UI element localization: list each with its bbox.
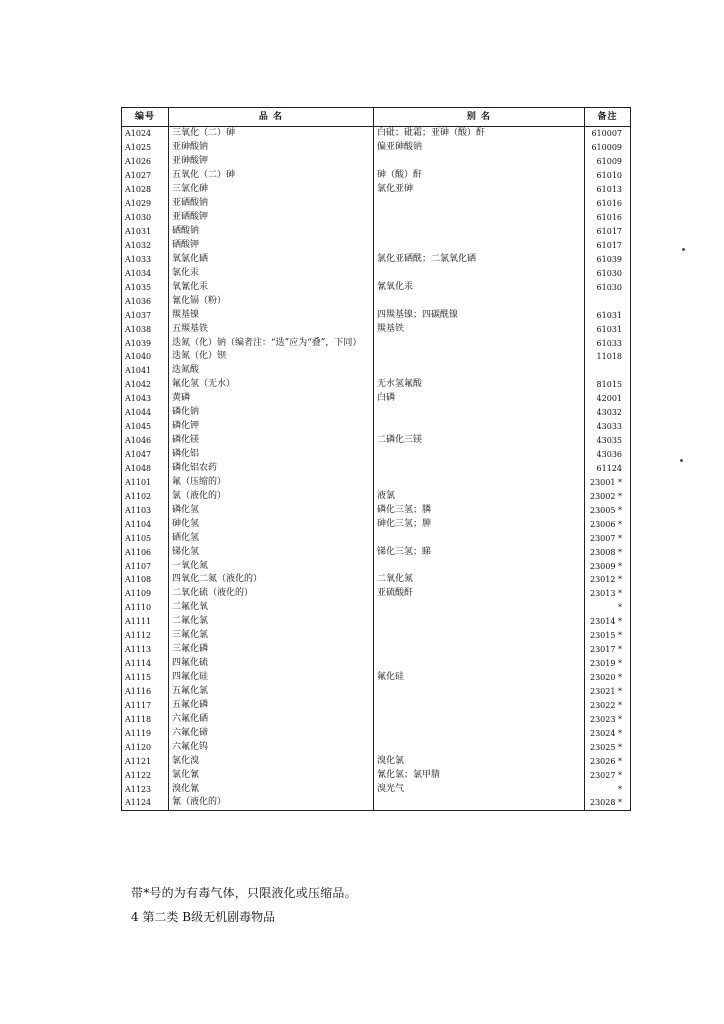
cell-note: *: [585, 782, 631, 796]
cell-code: A1038: [122, 322, 169, 336]
cell-alias: [374, 475, 585, 489]
table-row: [122, 252, 631, 266]
table-row: [122, 197, 631, 211]
cell-note: 23009 *: [585, 559, 631, 573]
cell-name: 五氟化氯: [169, 685, 374, 699]
cell-code: A1120: [122, 740, 169, 754]
cell-code: A1045: [122, 420, 169, 434]
cell-alias: [374, 294, 585, 308]
cell-alias: 亚硫酸酐: [374, 587, 585, 601]
cell-note: 23006 *: [585, 517, 631, 531]
cell-note: 23020 *: [585, 671, 631, 685]
footer-note: 带*号的为有毒气体，只限液化或压缩品。: [131, 886, 357, 900]
cell-note: 23012 *: [585, 573, 631, 587]
cell-code: A1028: [122, 183, 169, 197]
cell-name: 二氧化硫（液化的）: [169, 587, 374, 601]
cell-alias: [374, 657, 585, 671]
cell-alias: 羰基铁: [374, 322, 585, 336]
cell-code: A1033: [122, 252, 169, 266]
cell-code: A1024: [122, 127, 169, 141]
scan-speck: [682, 248, 685, 251]
cell-code: A1037: [122, 308, 169, 322]
cell-note: 61039: [585, 252, 631, 266]
cell-code: A1041: [122, 364, 169, 378]
table-row: [122, 392, 631, 406]
table-row: [122, 796, 631, 810]
cell-alias: 磷化三氢；膦: [374, 503, 585, 517]
cell-note: 23022 *: [585, 698, 631, 712]
cell-note: 23001 *: [585, 475, 631, 489]
table-row: [122, 169, 631, 183]
cell-name: 氰（液化的）: [169, 796, 374, 810]
cell-code: A1124: [122, 796, 169, 810]
cell-note: 23027 *: [585, 768, 631, 782]
cell-name: 锑化氢: [169, 545, 374, 559]
table-row: [122, 127, 631, 141]
table-row: [122, 545, 631, 559]
table-row: [122, 726, 631, 740]
cell-note: 610007: [585, 127, 631, 141]
cell-code: A1030: [122, 211, 169, 225]
cell-name: 氧氯化硒: [169, 252, 374, 266]
cell-alias: 四羰基镍；四碳酰镍: [374, 308, 585, 322]
table-header-row: [122, 108, 631, 127]
cell-code: A1025: [122, 141, 169, 155]
cell-alias: [374, 462, 585, 476]
section-title: 4 第二类 B级无机剧毒物品: [131, 910, 276, 924]
cell-name: 迭氮（化）钡: [169, 350, 374, 364]
cell-name: 三氯化砷: [169, 183, 374, 197]
cell-note: 11018: [585, 350, 631, 364]
cell-name: 六氟化硒: [169, 712, 374, 726]
cell-code: A1047: [122, 448, 169, 462]
cell-alias: [374, 559, 585, 573]
cell-name: 四氟化硫: [169, 657, 374, 671]
cell-note: 61124: [585, 462, 631, 476]
cell-note: 610009: [585, 141, 631, 155]
cell-note: 61017: [585, 239, 631, 253]
cell-code: A1107: [122, 559, 169, 573]
cell-note: 43032: [585, 406, 631, 420]
cell-note: 23008 *: [585, 545, 631, 559]
cell-note: 43035: [585, 434, 631, 448]
cell-alias: [374, 601, 585, 615]
cell-name: 羰基镍: [169, 308, 374, 322]
cell-note: 23021 *: [585, 685, 631, 699]
cell-name: 二氟化氯: [169, 615, 374, 629]
table-row: [122, 698, 631, 712]
cell-alias: [374, 643, 585, 657]
cell-alias: [374, 420, 585, 434]
cell-name: 磷化钾: [169, 420, 374, 434]
cell-code: A1026: [122, 155, 169, 169]
cell-name: 三氧化（二）砷: [169, 127, 374, 141]
cell-note: *: [585, 601, 631, 615]
table-row: [122, 448, 631, 462]
table-row: [122, 225, 631, 239]
cell-code: A1101: [122, 475, 169, 489]
cell-alias: [374, 615, 585, 629]
table-row: [122, 754, 631, 768]
cell-note: 61030: [585, 280, 631, 294]
cell-code: A1044: [122, 406, 169, 420]
cell-code: A1116: [122, 685, 169, 699]
table-row: [122, 294, 631, 308]
cell-alias: [374, 406, 585, 420]
cell-alias: 白磷: [374, 392, 585, 406]
cell-name: 硒酸钠: [169, 225, 374, 239]
cell-code: A1035: [122, 280, 169, 294]
table-row: [122, 322, 631, 336]
cell-note: 23017 *: [585, 643, 631, 657]
cell-alias: 白砒；砒霜；亚砷（酸）酐: [374, 127, 585, 141]
cell-name: 氯（液化的）: [169, 489, 374, 503]
cell-name: 迭氮酸: [169, 364, 374, 378]
table-row: [122, 629, 631, 643]
cell-code: A1034: [122, 266, 169, 280]
cell-alias: 无水氢氟酸: [374, 378, 585, 392]
table-row: [122, 489, 631, 503]
cell-name: 氯化汞: [169, 266, 374, 280]
cell-code: A1029: [122, 197, 169, 211]
table-row: [122, 336, 631, 350]
cell-code: A1036: [122, 294, 169, 308]
cell-alias: [374, 364, 585, 378]
cell-note: 61031: [585, 322, 631, 336]
cell-code: A1106: [122, 545, 169, 559]
cell-note: 61030: [585, 266, 631, 280]
cell-name: 磷化氢: [169, 503, 374, 517]
cell-code: A1042: [122, 378, 169, 392]
table-body: [122, 127, 631, 811]
cell-note: 43033: [585, 420, 631, 434]
table-row: [122, 211, 631, 225]
cell-code: A1122: [122, 768, 169, 782]
cell-code: A1114: [122, 657, 169, 671]
cell-name: 磷化铝农药: [169, 462, 374, 476]
table-row: [122, 531, 631, 545]
cell-alias: 偏亚砷酸钠: [374, 141, 585, 155]
table-row: [122, 308, 631, 322]
cell-alias: 氯化亚硒酰；二氯氧化硒: [374, 252, 585, 266]
table-row: [122, 615, 631, 629]
table-row: [122, 517, 631, 531]
cell-alias: [374, 336, 585, 350]
cell-code: A1043: [122, 392, 169, 406]
cell-code: A1119: [122, 726, 169, 740]
table-row: [122, 406, 631, 420]
cell-alias: 氰氧化汞: [374, 280, 585, 294]
table-row: [122, 643, 631, 657]
cell-name: 磷化铝: [169, 448, 374, 462]
cell-name: 一氧化氮: [169, 559, 374, 573]
cell-name: 迭氮（化）钠（编者注：“迭”应为“叠”，下同）: [169, 336, 374, 350]
cell-alias: [374, 155, 585, 169]
cell-code: A1115: [122, 671, 169, 685]
table-row: [122, 350, 631, 364]
cell-alias: [374, 350, 585, 364]
cell-name: 氯化氰: [169, 768, 374, 782]
table-row: [122, 266, 631, 280]
table-row: [122, 364, 631, 378]
cell-alias: [374, 685, 585, 699]
table-row: [122, 141, 631, 155]
table-row: [122, 462, 631, 476]
cell-name: 五羰基铁: [169, 322, 374, 336]
cell-note: 23014 *: [585, 615, 631, 629]
cell-alias: [374, 211, 585, 225]
table-row: [122, 657, 631, 671]
cell-note: 23015 *: [585, 629, 631, 643]
cell-alias: 氟化硅: [374, 671, 585, 685]
table-row: [122, 671, 631, 685]
cell-name: 黄磷: [169, 392, 374, 406]
cell-name: 二氟化氧: [169, 601, 374, 615]
cell-alias: [374, 740, 585, 754]
cell-alias: [374, 698, 585, 712]
cell-note: [585, 364, 631, 378]
cell-alias: [374, 225, 585, 239]
cell-name: 六氟化碲: [169, 726, 374, 740]
cell-note: 61009: [585, 155, 631, 169]
scan-speck: [680, 459, 683, 462]
cell-alias: [374, 266, 585, 280]
table-row: [122, 740, 631, 754]
cell-alias: [374, 239, 585, 253]
cell-note: 61016: [585, 197, 631, 211]
cell-code: A1112: [122, 629, 169, 643]
cell-alias: 溴光气: [374, 782, 585, 796]
table-row: [122, 280, 631, 294]
cell-name: 四氧化二氮（液化的）: [169, 573, 374, 587]
cell-note: 61017: [585, 225, 631, 239]
cell-alias: [374, 629, 585, 643]
cell-note: 23013 *: [585, 587, 631, 601]
cell-alias: [374, 448, 585, 462]
table-row: [122, 573, 631, 587]
cell-name: 氟化氢（无水）: [169, 378, 374, 392]
cell-name: 亚硒酸钠: [169, 197, 374, 211]
chemical-list-table: [121, 107, 631, 811]
cell-name: 氰化镉（粉）: [169, 294, 374, 308]
cell-name: 亚硒酸钾: [169, 211, 374, 225]
cell-alias: 砷（酸）酐: [374, 169, 585, 183]
table-row: [122, 587, 631, 601]
cell-alias: 液氯: [374, 489, 585, 503]
cell-name: 五氧化（二）砷: [169, 169, 374, 183]
cell-name: 硒化氢: [169, 531, 374, 545]
cell-name: 氧氰化汞: [169, 280, 374, 294]
table-row: [122, 378, 631, 392]
cell-note: 42001: [585, 392, 631, 406]
cell-code: A1040: [122, 350, 169, 364]
cell-code: A1048: [122, 462, 169, 476]
cell-code: A1102: [122, 489, 169, 503]
cell-alias: 氰化氯；氯甲腈: [374, 768, 585, 782]
table-row: [122, 768, 631, 782]
cell-code: A1110: [122, 601, 169, 615]
cell-note: 23028 *: [585, 796, 631, 810]
cell-alias: 溴化氯: [374, 754, 585, 768]
table-row: [122, 712, 631, 726]
table-row: [122, 475, 631, 489]
cell-name: 溴化氰: [169, 782, 374, 796]
cell-note: 81015: [585, 378, 631, 392]
table-row: [122, 239, 631, 253]
cell-name: 磷化钠: [169, 406, 374, 420]
table-row: [122, 503, 631, 517]
cell-note: 61013: [585, 183, 631, 197]
cell-alias: [374, 197, 585, 211]
cell-note: 61033: [585, 336, 631, 350]
cell-code: A1108: [122, 573, 169, 587]
cell-name: 亚砷酸钠: [169, 141, 374, 155]
cell-alias: [374, 726, 585, 740]
cell-name: 五氟化磷: [169, 698, 374, 712]
cell-note: 23005 *: [585, 503, 631, 517]
cell-name: 硒酸钾: [169, 239, 374, 253]
cell-name: 氟（压缩的）: [169, 475, 374, 489]
cell-note: 23023 *: [585, 712, 631, 726]
cell-code: A1121: [122, 754, 169, 768]
header-alias: 别 名: [374, 108, 585, 127]
cell-note: 23019 *: [585, 657, 631, 671]
cell-code: A1105: [122, 531, 169, 545]
header-name: 品 名: [169, 108, 374, 127]
cell-name: 亚砷酸钾: [169, 155, 374, 169]
cell-alias: [374, 531, 585, 545]
header-note: 备注: [585, 108, 631, 127]
cell-code: A1032: [122, 239, 169, 253]
cell-code: A1109: [122, 587, 169, 601]
table-row: [122, 434, 631, 448]
cell-alias: 二磷化三镁: [374, 434, 585, 448]
cell-name: 磷化镁: [169, 434, 374, 448]
cell-alias: 砷化三氢；胂: [374, 517, 585, 531]
cell-code: A1118: [122, 712, 169, 726]
cell-code: A1103: [122, 503, 169, 517]
cell-note: [585, 294, 631, 308]
table-row: [122, 559, 631, 573]
cell-note: 23026 *: [585, 754, 631, 768]
table-row: [122, 601, 631, 615]
cell-note: 61010: [585, 169, 631, 183]
cell-code: A1117: [122, 698, 169, 712]
cell-name: 三氟化磷: [169, 643, 374, 657]
cell-note: 23025 *: [585, 740, 631, 754]
cell-name: 氯化溴: [169, 754, 374, 768]
cell-code: A1039: [122, 336, 169, 350]
header-code: 编号: [122, 108, 169, 127]
cell-name: 砷化氢: [169, 517, 374, 531]
cell-code: A1123: [122, 782, 169, 796]
cell-alias: 二氧化氮: [374, 573, 585, 587]
cell-note: 23007 *: [585, 531, 631, 545]
cell-alias: 氯化亚砷: [374, 183, 585, 197]
cell-alias: [374, 712, 585, 726]
cell-note: 23002 *: [585, 489, 631, 503]
table-row: [122, 183, 631, 197]
table-row: [122, 420, 631, 434]
cell-name: 三氟化氯: [169, 629, 374, 643]
cell-code: A1111: [122, 615, 169, 629]
cell-note: 61016: [585, 211, 631, 225]
table-row: [122, 782, 631, 796]
table-row: [122, 685, 631, 699]
cell-name: 六氟化钨: [169, 740, 374, 754]
table-row: [122, 155, 631, 169]
cell-note: 23024 *: [585, 726, 631, 740]
cell-code: A1027: [122, 169, 169, 183]
cell-alias: 锑化三氢；睇: [374, 545, 585, 559]
cell-code: A1046: [122, 434, 169, 448]
cell-alias: [374, 796, 585, 810]
cell-code: A1113: [122, 643, 169, 657]
cell-name: 四氟化硅: [169, 671, 374, 685]
cell-code: A1104: [122, 517, 169, 531]
cell-note: 61031: [585, 308, 631, 322]
cell-note: 43036: [585, 448, 631, 462]
cell-code: A1031: [122, 225, 169, 239]
